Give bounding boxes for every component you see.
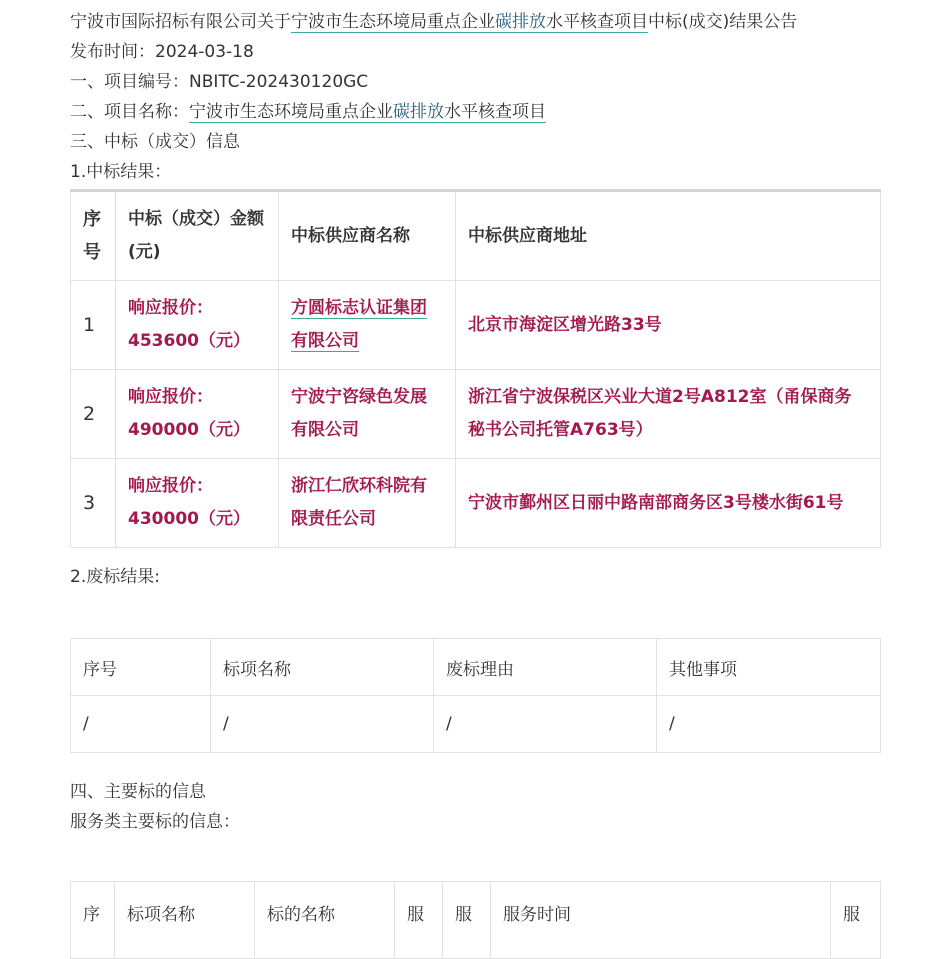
- service-table-header: [71, 882, 881, 959]
- award-table: [70, 189, 881, 548]
- row-supplier: 浙江仁欣环科院有限责任公司: [279, 459, 456, 548]
- table-row: [71, 281, 881, 370]
- cell: /: [657, 696, 881, 753]
- notice-title: 宁波市国际招标有限公司关于宁波市生态环境局重点企业碳排放水平核查项目中标(成交)结果公告: [70, 12, 798, 32]
- col-service-c: 服: [831, 882, 881, 959]
- col-amount: 中标（成交）金额(元): [116, 191, 279, 281]
- col-other: 其他事项: [657, 639, 881, 696]
- project-name-link[interactable]: 宁波市生态环境局重点企业碳排放水平核查项目: [189, 102, 546, 122]
- section-award-info: 三、中标（成交）信息: [70, 132, 240, 152]
- publish-time: 发布时间：2024-03-18: [70, 42, 254, 62]
- row-supplier: 宁波宁咨绿色发展有限公司: [279, 370, 456, 459]
- supplier-link[interactable]: 方圆标志认证集团有限公司: [291, 298, 427, 351]
- void-result-heading: 2.废标结果:: [70, 567, 160, 587]
- col-address: 中标供应商地址: [456, 191, 881, 281]
- cell: /: [71, 696, 211, 753]
- row-amount: 响应报价：490000（元）: [116, 370, 279, 459]
- col-subject-name: 标的名称: [255, 882, 395, 959]
- row-address: 宁波市鄞州区日丽中路南部商务区3号楼水街61号: [456, 459, 881, 548]
- col-supplier: 中标供应商名称: [279, 191, 456, 281]
- section-main-subject: 四、主要标的信息: [70, 782, 206, 802]
- title-project-link[interactable]: 宁波市生态环境局重点企业碳排放水平核查项目: [291, 12, 648, 32]
- col-item-name: 标项名称: [211, 639, 434, 696]
- award-table-header: [71, 191, 881, 281]
- row-seq: 1: [71, 281, 116, 370]
- col-service-b: 服: [443, 882, 491, 959]
- row-supplier: [279, 281, 456, 370]
- row-address: 北京市海淀区增光路33号: [456, 281, 881, 370]
- project-name: 二、项目名称：宁波市生态环境局重点企业碳排放水平核查项目: [70, 102, 546, 122]
- row-amount: 响应报价：430000（元）: [116, 459, 279, 548]
- table-row: [71, 370, 881, 459]
- award-result-heading: 1.中标结果：: [70, 162, 172, 182]
- col-seq: 序号: [71, 191, 116, 281]
- col-seq: 序: [71, 882, 115, 959]
- row-seq: 3: [71, 459, 116, 548]
- table-row: [71, 696, 881, 753]
- void-table: [70, 638, 881, 753]
- row-seq: 2: [71, 370, 116, 459]
- row-amount: 响应报价：453600（元）: [116, 281, 279, 370]
- col-seq: 序号: [71, 639, 211, 696]
- col-service-time: 服务时间: [491, 882, 831, 959]
- notice-content: [70, 7, 880, 959]
- project-number: 一、项目编号：NBITC-202430120GC: [70, 72, 369, 92]
- table-row: [71, 459, 881, 548]
- cell: /: [434, 696, 657, 753]
- void-table-header: [71, 639, 881, 696]
- cell: /: [211, 696, 434, 753]
- service-table: [70, 881, 881, 959]
- col-item-name: 标项名称: [115, 882, 255, 959]
- col-void-reason: 废标理由: [434, 639, 657, 696]
- row-address: 浙江省宁波保税区兴业大道2号A812室（甬保商务秘书公司托管A763号）: [456, 370, 881, 459]
- col-service-a: 服: [395, 882, 443, 959]
- service-subject-heading: 服务类主要标的信息：: [70, 812, 240, 832]
